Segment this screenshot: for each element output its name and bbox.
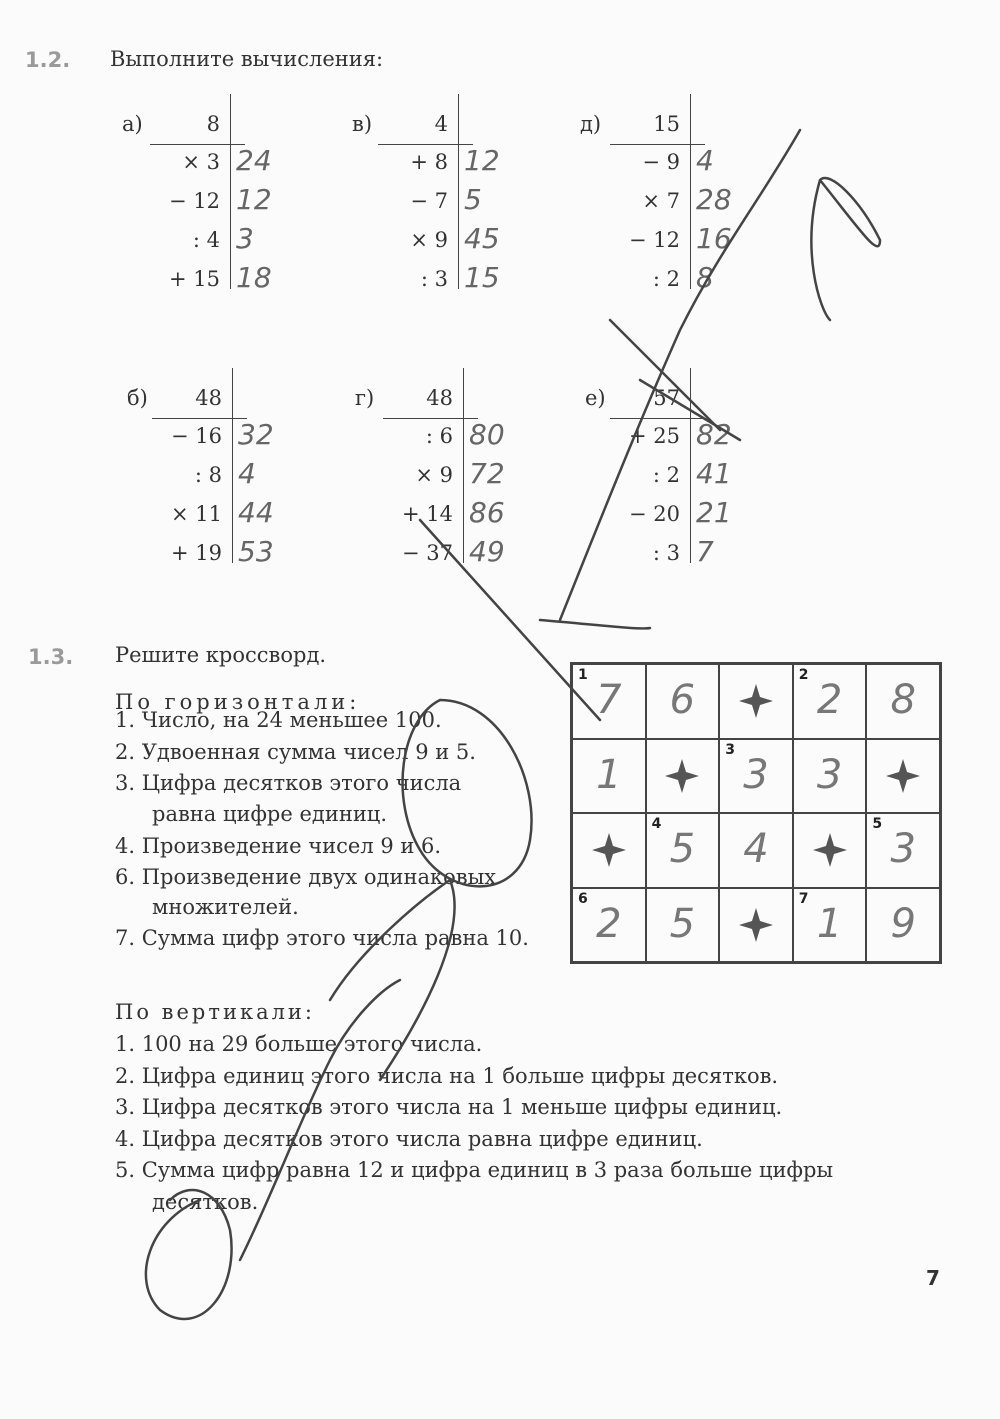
calc-operation: × 3 (182, 150, 220, 174)
handwritten-answer: 18 (236, 261, 272, 294)
calc-operation: − 16 (171, 424, 222, 448)
section-title: Выполните вычисления: (110, 47, 384, 71)
handwritten-answer: 16 (696, 222, 732, 255)
handwritten-digit: 2 (596, 900, 622, 947)
calc-operation: × 11 (171, 502, 222, 526)
calc-operation: − 37 (402, 541, 453, 565)
cell-number: 7 (798, 890, 809, 907)
clue-horizontal: 7. Сумма цифр этого числа равна 10. (115, 926, 529, 950)
calc-operation: : 2 (652, 463, 680, 487)
cell-number: 6 (578, 890, 588, 907)
handwritten-answer: 7 (696, 535, 714, 568)
handwritten-answer: 21 (696, 496, 732, 529)
cell-number: 5 (872, 816, 883, 832)
calc-operation: × 7 (642, 189, 680, 213)
clue-vertical: десятков. (152, 1189, 259, 1214)
calc-operation: + 25 (629, 424, 680, 448)
handwritten-digit: 3 (816, 751, 843, 798)
page-number: 7 (926, 1266, 940, 1290)
cell-number: 2 (798, 667, 809, 683)
calc-operation: : 3 (420, 267, 448, 291)
calc-operation: − 20 (629, 502, 680, 526)
handwritten-answer: 72 (469, 457, 505, 490)
calc-start-value: 48 (195, 386, 222, 410)
clue-vertical: 1. 100 на 29 больше этого числа. (115, 1032, 483, 1056)
calc-operation: + 19 (171, 541, 222, 565)
handwritten-answer: 24 (236, 144, 272, 177)
handwritten-answer: 44 (238, 496, 274, 529)
clue-horizontal: 6. Произведение двух одинаковых (115, 865, 497, 889)
handwritten-answer: 32 (238, 418, 274, 451)
calc-operation: − 7 (410, 189, 448, 213)
calc-operation: : 2 (652, 267, 680, 291)
handwritten-digit: 8 (890, 677, 916, 723)
clue-horizontal: 2. Удвоенная сумма чисел 9 и 5. (115, 740, 476, 764)
handwritten-digit: 5 (669, 826, 696, 872)
calc-operation: × 9 (415, 463, 453, 487)
clue-vertical: 5. Сумма цифр равна 12 и цифра единиц в 3 раза больше цифры (115, 1158, 834, 1182)
handwritten-answer: 12 (236, 183, 272, 216)
cell-number: 1 (578, 667, 588, 683)
calc-operation: + 8 (410, 150, 448, 174)
handwritten-answer: 4 (696, 144, 714, 177)
cell-number: 3 (725, 741, 735, 758)
calc-operation: : 4 (192, 228, 220, 252)
calc-label: а) (122, 112, 143, 136)
handwritten-digit: 3 (890, 826, 916, 872)
handwritten-digit: 6 (669, 677, 696, 723)
calc-operation: − 12 (169, 189, 220, 213)
section-title: Решите кроссворд. (115, 643, 327, 667)
section-number: 1.3. (28, 645, 74, 669)
calc-operation: − 9 (642, 150, 680, 174)
calc-start-value: 48 (426, 386, 453, 410)
calc-operation: × 9 (410, 228, 448, 252)
clue-vertical: 2. Цифра единиц этого числа на 1 больше цифры десятков. (115, 1063, 779, 1088)
calc-start-value: 57 (653, 386, 680, 410)
handwritten-answer: 49 (469, 535, 505, 568)
horizontal-heading: По горизонтали: (115, 690, 361, 714)
calc-label: е) (585, 386, 606, 410)
calc-operation: : 3 (652, 541, 680, 565)
handwritten-answer: 15 (464, 261, 500, 294)
calc-label: г) (355, 386, 375, 410)
handwritten-answer: 45 (464, 222, 500, 255)
clue-horizontal: 4. Произведение чисел 9 и 6. (115, 834, 442, 858)
section-number: 1.2. (25, 48, 71, 72)
calc-operation: − 12 (629, 228, 680, 252)
calc-label: б) (127, 386, 148, 410)
handwritten-answer: 8 (696, 261, 714, 294)
handwritten-answer: 86 (469, 496, 505, 529)
handwritten-answer: 5 (464, 183, 482, 216)
handwritten-answer: 53 (238, 535, 274, 568)
handwritten-digit: 9 (890, 900, 916, 947)
handwritten-digit: 5 (669, 900, 696, 947)
handwritten-digit: 1 (596, 751, 622, 798)
handwritten-digit: 3 (743, 751, 769, 798)
clue-horizontal: равна цифре единиц. (152, 802, 387, 826)
handwritten-answer: 80 (469, 418, 505, 451)
clue-horizontal: 1. Число, на 24 меньшее 100. (115, 708, 442, 732)
calc-start-value: 8 (206, 112, 220, 136)
calc-operation: : 8 (194, 463, 222, 487)
calc-operation: + 14 (402, 502, 453, 526)
handwritten-digit: 7 (596, 677, 622, 723)
calc-label: в) (352, 112, 373, 136)
clue-horizontal: множителей. (152, 895, 299, 919)
clue-horizontal: 3. Цифра десятков этого числа (115, 771, 462, 795)
handwritten-answer: 28 (696, 183, 732, 216)
handwritten-answer: 3 (236, 222, 254, 255)
handwritten-digit: 4 (743, 826, 769, 872)
calc-operation: : 6 (425, 424, 453, 448)
calc-label: д) (580, 112, 602, 136)
clue-vertical: 4. Цифра десятков этого числа равна цифре единиц. (115, 1126, 703, 1151)
calc-operation: + 15 (169, 267, 220, 291)
handwritten-digit: 1 (816, 900, 843, 947)
handwritten-answer: 12 (464, 144, 500, 177)
clue-vertical: 3. Цифра десятков этого числа на 1 меньше цифры единиц. (115, 1095, 783, 1119)
vertical-heading: По вертикали: (115, 1000, 315, 1024)
calc-start-value: 4 (434, 112, 448, 136)
calc-start-value: 15 (653, 112, 680, 136)
handwritten-answer: 82 (696, 418, 732, 451)
handwritten-digit: 2 (816, 677, 843, 723)
handwritten-answer: 4 (238, 457, 256, 490)
handwritten-answer: 41 (696, 457, 732, 490)
cell-number: 4 (651, 816, 662, 832)
